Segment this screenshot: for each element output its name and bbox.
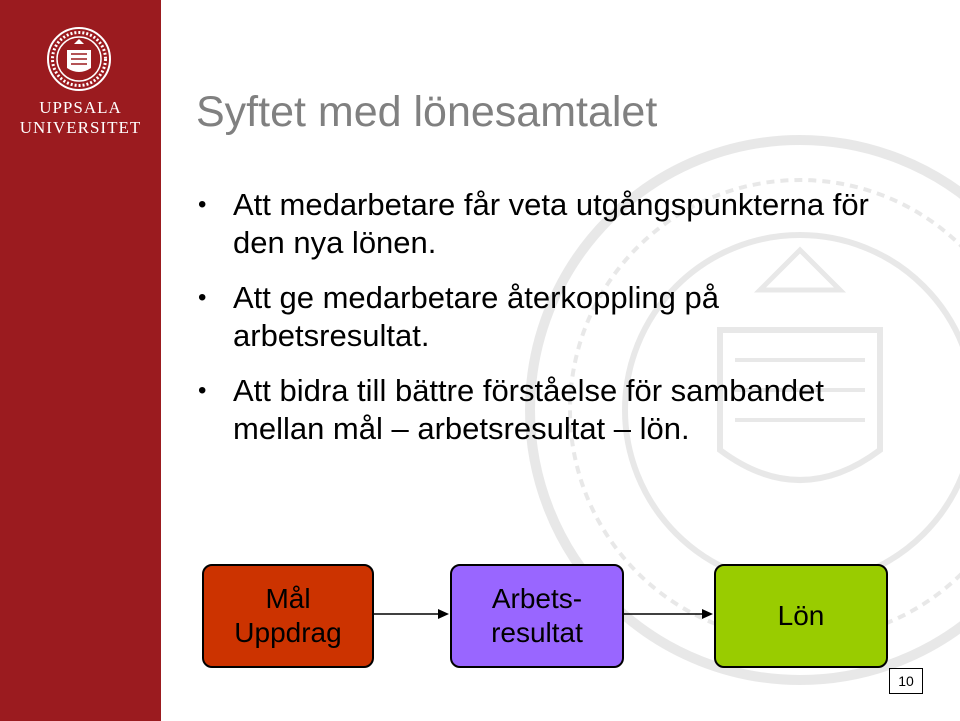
bullet-item (196, 186, 916, 262)
bullet-text: Att ge medarbetare återkoppling på arbetsresultat. (233, 280, 719, 353)
university-seal-logo (46, 26, 112, 92)
page-number: 10 (889, 668, 923, 694)
flow-box-goal (202, 564, 374, 668)
slide-title: Syftet med lönesamtalet (196, 88, 658, 136)
bullet-text: Att medarbetare får veta utgångspunkterna för den nya lönen. (233, 187, 869, 260)
flow-box-salary-label: Lön (777, 600, 825, 631)
bullet-list (196, 186, 916, 465)
flow-box-salary (714, 564, 888, 668)
flow-box-work-result-label: Arbets- resultat (491, 583, 583, 648)
flow-arrow-icon (624, 606, 714, 622)
bullet-text: Att bidra till bättre förståelse för sambandet mellan mål – arbetsresultat – lön. (233, 373, 825, 446)
university-name-line1: UPPSALA (39, 98, 122, 117)
university-name (0, 98, 161, 138)
sidebar-brand-bar (0, 0, 161, 721)
bullet-dot-icon: • (198, 284, 207, 311)
bullet-dot-icon: • (198, 191, 207, 218)
university-name-line2: UNIVERSITET (19, 118, 142, 137)
flow-arrow-icon (374, 606, 450, 622)
flow-box-goal-label: Mål Uppdrag (234, 583, 342, 648)
bullet-dot-icon: • (198, 377, 207, 404)
bullet-item (196, 372, 916, 448)
flow-box-work-result (450, 564, 624, 668)
bullet-item (196, 279, 916, 355)
